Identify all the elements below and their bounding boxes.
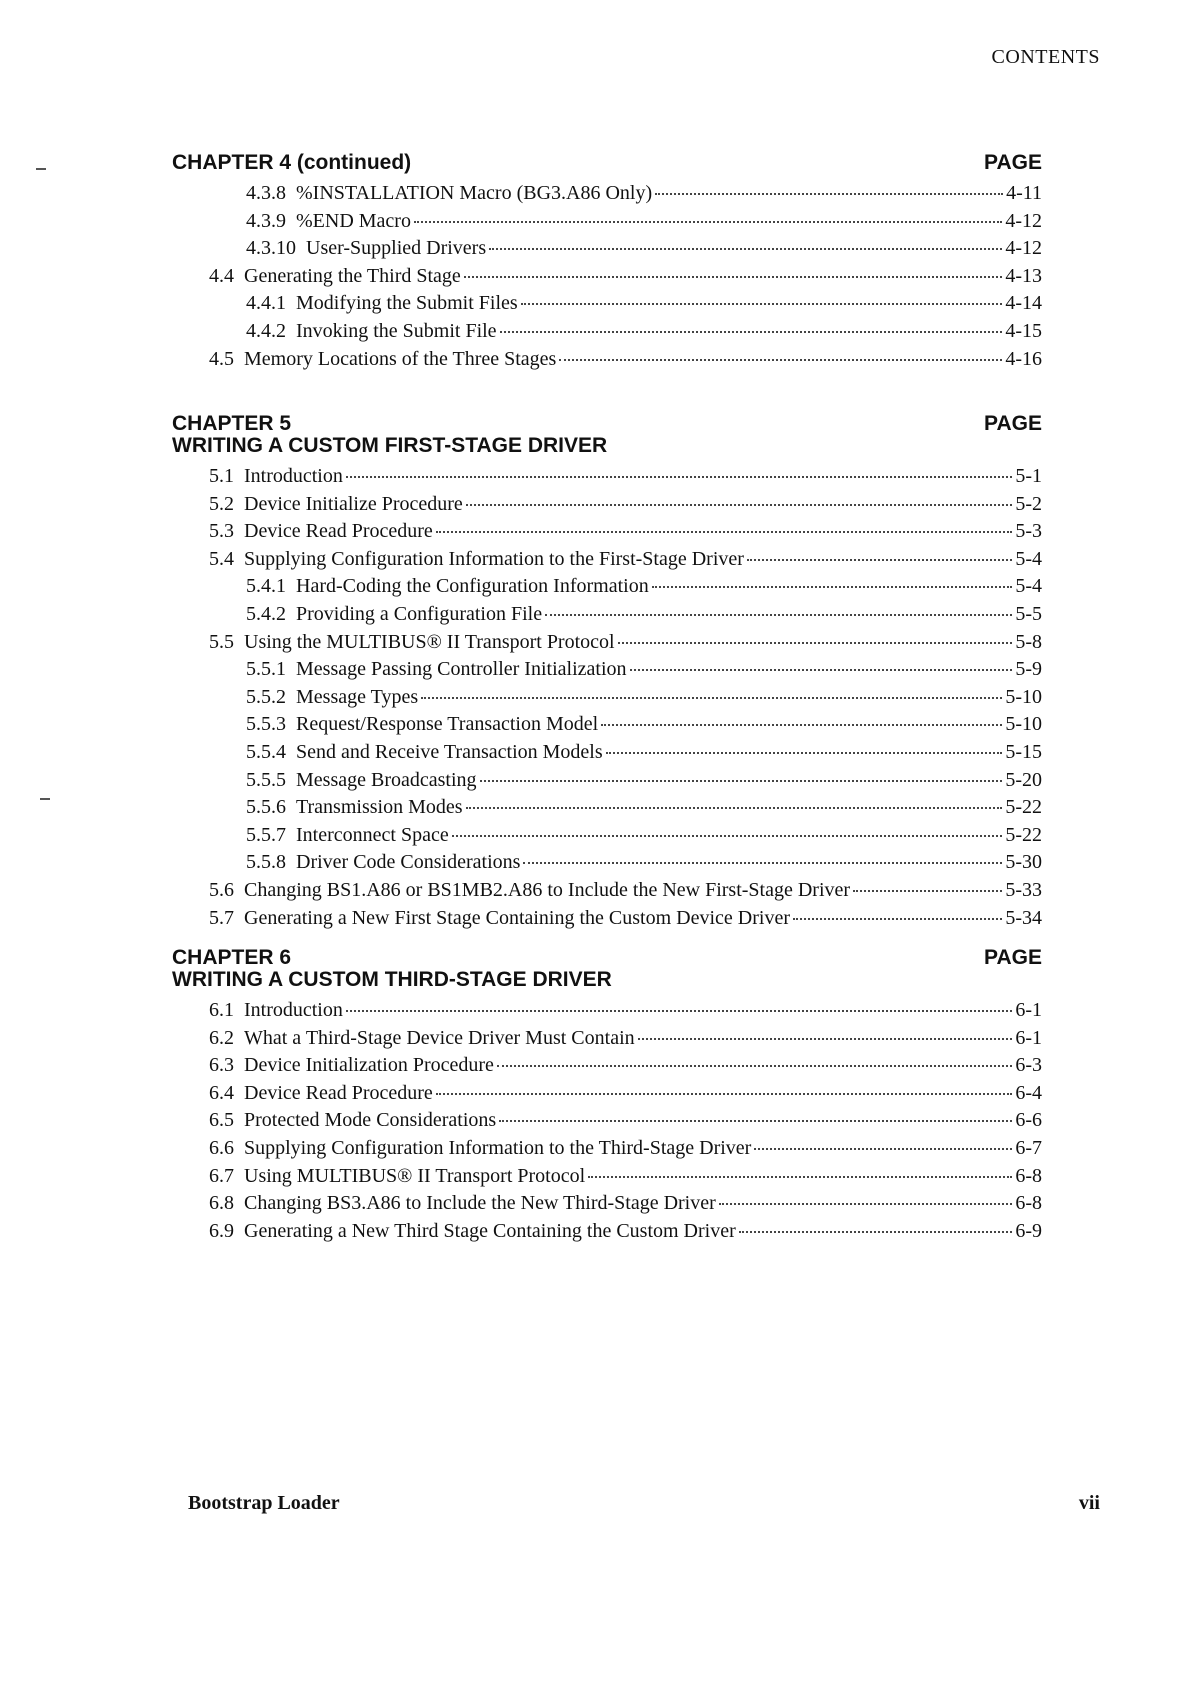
dot-leader — [739, 1231, 1013, 1233]
toc-entry-number: 6.9 — [209, 1219, 234, 1242]
dot-leader — [601, 724, 1002, 726]
toc-entry-number: 4.3.9 — [246, 209, 286, 232]
toc-entry-page: 6-1 — [1015, 999, 1042, 1021]
toc-entry-page: 5-33 — [1005, 878, 1042, 901]
toc-entry — [172, 1163, 1042, 1191]
page-column-label: PAGE — [984, 412, 1042, 435]
toc-entry-title: Supplying Configuration Information to the Third-Stage Driver — [244, 1136, 752, 1159]
toc-entry-page: 5-8 — [1015, 630, 1042, 653]
dot-leader — [466, 807, 1003, 809]
toc-entry-title: Introduction — [244, 465, 343, 487]
toc-entry-number: 6.4 — [209, 1081, 234, 1104]
toc-entry-page: 6-8 — [1015, 1192, 1042, 1215]
toc-entry-title: Using the MULTIBUS® II Transport Protocol — [244, 630, 615, 653]
dot-leader — [853, 890, 1002, 892]
toc-entry-title: Send and Receive Transaction Models — [296, 740, 603, 763]
toc-entry-title: Device Read Procedure — [244, 1081, 433, 1104]
toc-entry-number: 5.6 — [209, 878, 234, 901]
toc-entry — [172, 739, 1042, 767]
toc-entry-page: 5-22 — [1005, 823, 1042, 846]
toc-entry-number: 5.4.1 — [246, 575, 286, 598]
toc-entry — [172, 997, 1042, 1025]
toc-entry-number: 5.4.2 — [246, 602, 286, 625]
toc-entry — [172, 180, 1042, 208]
toc-entry — [172, 518, 1042, 546]
dot-leader — [421, 697, 1002, 699]
dot-leader — [754, 1148, 1012, 1150]
chapter-6-section — [172, 947, 1042, 1245]
toc-entry — [172, 491, 1042, 519]
toc-entry-number: 4.4 — [209, 264, 234, 287]
toc-entry-number: 5.5.5 — [246, 768, 286, 791]
toc-entry — [172, 208, 1042, 236]
toc-entry — [172, 1135, 1042, 1163]
toc-entry-number: 6.1 — [209, 999, 234, 1021]
toc-entry-number: 4.3.8 — [246, 182, 286, 204]
toc-entry-title: What a Third-Stage Device Driver Must Contain — [244, 1026, 635, 1049]
toc-entry-page: 5-3 — [1015, 520, 1042, 543]
toc-entry — [172, 877, 1042, 905]
toc-entry — [172, 711, 1042, 739]
toc-entry-title: Modifying the Submit Files — [296, 292, 518, 315]
toc-entry — [172, 235, 1042, 263]
toc-entry-page: 4-13 — [1005, 264, 1042, 287]
toc-entry-title: Message Broadcasting — [296, 768, 477, 791]
toc-entry-number: 5.1 — [209, 465, 234, 487]
dot-leader — [630, 669, 1013, 671]
footer-book-title: Bootstrap Loader — [188, 1492, 340, 1514]
dot-leader — [606, 752, 1003, 754]
dot-leader — [452, 835, 1003, 837]
toc-entry-title: Message Types — [296, 685, 419, 708]
toc-entries — [172, 463, 1042, 932]
toc-entry — [172, 546, 1042, 574]
toc-entry-page: 5-30 — [1005, 851, 1042, 874]
toc-entry-title: Generating the Third Stage — [244, 264, 461, 287]
toc-entry-number: 6.3 — [209, 1054, 234, 1077]
chapter-heading: CHAPTER 4 (continued) — [172, 151, 412, 174]
toc-entry-page: 5-1 — [1015, 465, 1042, 487]
toc-entry-title: Device Read Procedure — [244, 520, 433, 543]
toc-entry-title: Changing BS3.A86 to Include the New Third-Stage Driver — [244, 1192, 716, 1215]
dot-leader — [464, 276, 1003, 278]
toc-entry-page: 6-9 — [1015, 1219, 1042, 1242]
dot-leader — [719, 1203, 1013, 1205]
toc-entry-number: 4.5 — [209, 347, 234, 370]
toc-entry — [172, 263, 1042, 291]
margin-mark — [40, 798, 50, 800]
toc-entry-page: 4-11 — [1006, 182, 1042, 204]
toc-entry — [172, 601, 1042, 629]
toc-entry-number: 5.5.6 — [246, 796, 286, 819]
dot-leader — [545, 614, 1012, 616]
toc-entry — [172, 1080, 1042, 1108]
toc-entry-number: 4.4.1 — [246, 292, 286, 315]
toc-entry — [172, 767, 1042, 795]
toc-entry-page: 5-4 — [1015, 575, 1042, 598]
toc-entry-page: 5-22 — [1005, 796, 1042, 819]
toc-entry-page: 5-15 — [1005, 740, 1042, 763]
toc-entry — [172, 905, 1042, 933]
toc-entry-number: 5.2 — [209, 492, 234, 515]
toc-entry-title: Supplying Configuration Information to the First-Stage Driver — [244, 547, 744, 570]
toc-entry-number: 6.7 — [209, 1164, 234, 1187]
dot-leader — [652, 586, 1013, 588]
toc-entry-number: 5.5.7 — [246, 823, 286, 846]
toc-entry — [172, 1190, 1042, 1218]
toc-entry-number: 5.5.1 — [246, 658, 286, 681]
toc-entry-page: 5-9 — [1015, 658, 1042, 681]
chapter-heading-row — [172, 947, 1042, 969]
dot-leader — [346, 1010, 1012, 1012]
toc-entry-page: 5-2 — [1015, 492, 1042, 515]
toc-entry-title: Interconnect Space — [296, 823, 449, 846]
toc-entry-number: 5.5 — [209, 630, 234, 653]
toc-entry — [172, 1025, 1042, 1053]
toc-entry-number: 5.5.4 — [246, 740, 286, 763]
toc-entry-number: 4.4.2 — [246, 319, 286, 342]
toc-entry-page: 5-4 — [1015, 547, 1042, 570]
dot-leader — [793, 918, 1002, 920]
dot-leader — [559, 359, 1002, 361]
toc-entry-title: Transmission Modes — [296, 796, 463, 819]
chapter-subtitle: WRITING A CUSTOM FIRST-STAGE DRIVER — [172, 434, 608, 457]
toc-entry-number: 5.4 — [209, 547, 234, 570]
toc-entry-title: Message Passing Controller Initialization — [296, 658, 627, 681]
toc-entry — [172, 849, 1042, 877]
toc-entry-title: Driver Code Considerations — [296, 851, 521, 874]
toc-entry-title: Introduction — [244, 999, 343, 1021]
dot-leader — [521, 303, 1003, 305]
toc-entry-page: 5-10 — [1005, 713, 1042, 736]
footer-page-number: vii — [1078, 1492, 1100, 1514]
toc-entry-page: 5-5 — [1015, 602, 1042, 625]
toc-entry — [172, 290, 1042, 318]
toc-entry-number: 5.5.3 — [246, 713, 286, 736]
toc-entry-title: Device Initialize Procedure — [244, 492, 463, 515]
dot-leader — [618, 642, 1013, 644]
dot-leader — [655, 193, 1003, 195]
toc-entry-page: 5-10 — [1005, 685, 1042, 708]
toc-entry-page: 4-14 — [1005, 292, 1042, 315]
toc-entry-page: 6-7 — [1015, 1136, 1042, 1159]
chapter-heading-row — [172, 413, 1042, 435]
toc-entry-page: 4-16 — [1005, 347, 1042, 370]
toc-entry-title: Hard-Coding the Configuration Information — [296, 575, 649, 598]
toc-entry-page: 6-3 — [1015, 1054, 1042, 1077]
toc-entry-page: 5-20 — [1005, 768, 1042, 791]
dot-leader — [436, 1093, 1013, 1095]
toc-entry-title: Generating a New Third Stage Containing the Custom Driver — [244, 1219, 736, 1242]
dot-leader — [489, 248, 1002, 250]
toc-entries — [172, 180, 1042, 373]
toc-entry-title: Memory Locations of the Three Stages — [244, 347, 557, 370]
dot-leader — [499, 1120, 1012, 1122]
toc-entry-number: 5.5.8 — [246, 851, 286, 874]
margin-mark — [36, 168, 46, 170]
toc-entry-title: User-Supplied Drivers — [306, 237, 487, 260]
toc-entry-title: Changing BS1.A86 or BS1MB2.A86 to Include the New First-Stage Driver — [244, 878, 851, 901]
toc-entry-number: 5.5.2 — [246, 685, 286, 708]
chapter-heading: CHAPTER 6 — [172, 946, 292, 969]
dot-leader — [436, 531, 1013, 533]
toc-entry-page: 4-12 — [1005, 209, 1042, 232]
chapter-5-section — [172, 413, 1042, 932]
dot-leader — [346, 476, 1012, 478]
toc-entry-title: Protected Mode Considerations — [244, 1109, 497, 1132]
toc-entry-page: 5-34 — [1005, 906, 1042, 929]
toc-entry-number: 5.7 — [209, 906, 234, 929]
toc-entry-title: Generating a New First Stage Containing the Custom Device Driver — [244, 906, 790, 929]
dot-leader — [480, 780, 1003, 782]
toc-entry-number: 6.5 — [209, 1109, 234, 1132]
toc-entry-title: Using MULTIBUS® II Transport Protocol — [244, 1164, 586, 1187]
toc-entry — [172, 794, 1042, 822]
toc-entry-number: 6.2 — [209, 1026, 234, 1049]
toc-entry — [172, 822, 1042, 850]
toc-entry-page: 6-6 — [1015, 1109, 1042, 1132]
chapter-heading: CHAPTER 5 — [172, 412, 292, 435]
toc-entry — [172, 656, 1042, 684]
toc-entry — [172, 684, 1042, 712]
toc-entry-page: 4-12 — [1005, 237, 1042, 260]
chapter-subtitle: WRITING A CUSTOM THIRD-STAGE DRIVER — [172, 968, 612, 991]
toc-entry — [172, 318, 1042, 346]
toc-entry — [172, 629, 1042, 657]
toc-entry-page: 4-15 — [1005, 319, 1042, 342]
toc-entry-page: 6-8 — [1015, 1164, 1042, 1187]
toc-entry — [172, 463, 1042, 491]
toc-entry — [172, 1218, 1042, 1246]
page-column-label: PAGE — [984, 151, 1042, 174]
toc-entry-title: Request/Response Transaction Model — [296, 713, 599, 736]
toc-entry — [172, 1052, 1042, 1080]
toc-entry — [172, 346, 1042, 374]
toc-entry — [172, 573, 1042, 601]
running-head-contents: CONTENTS — [991, 46, 1100, 68]
chapter-4-section — [172, 152, 1042, 373]
toc-entry-number: 6.8 — [209, 1192, 234, 1215]
dot-leader — [497, 1065, 1012, 1067]
toc-entry-number: 5.3 — [209, 520, 234, 543]
toc-entry — [172, 1107, 1042, 1135]
toc-entry-page: 6-4 — [1015, 1081, 1042, 1104]
toc-entry-title: Device Initialization Procedure — [244, 1054, 494, 1077]
toc-entries — [172, 997, 1042, 1245]
dot-leader — [466, 504, 1013, 506]
page-column-label: PAGE — [984, 946, 1042, 969]
chapter-heading-row — [172, 152, 1042, 174]
dot-leader — [523, 862, 1002, 864]
dot-leader — [638, 1038, 1013, 1040]
dot-leader — [500, 331, 1003, 333]
toc-entry-title: Invoking the Submit File — [296, 319, 497, 342]
toc-entry-title: Providing a Configuration File — [296, 602, 543, 625]
toc-entry-title: %END Macro — [296, 209, 411, 232]
dot-leader — [588, 1176, 1012, 1178]
toc-entry-title: %INSTALLATION Macro (BG3.A86 Only) — [296, 182, 653, 204]
toc-entry-page: 6-1 — [1015, 1026, 1042, 1049]
toc-entry-number: 6.6 — [209, 1136, 234, 1159]
dot-leader — [747, 559, 1012, 561]
toc-entry-number: 4.3.10 — [246, 237, 296, 260]
dot-leader — [414, 221, 1002, 223]
